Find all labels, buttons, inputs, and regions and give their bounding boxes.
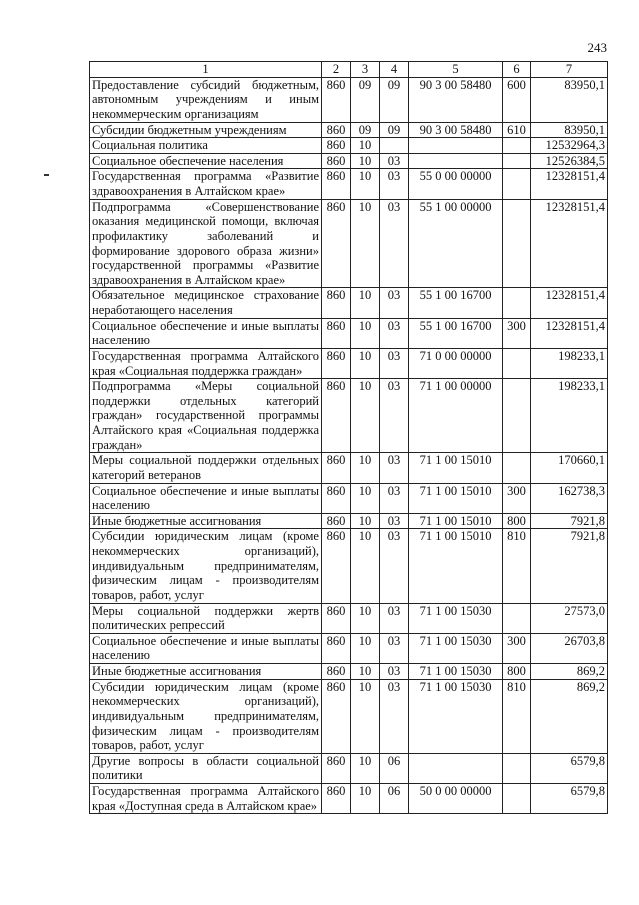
- subsection-code: 06: [380, 784, 409, 814]
- section-code: 10: [351, 753, 380, 783]
- target-article-code: 55 1 00 16700: [409, 288, 503, 318]
- expense-type-code: [503, 348, 531, 378]
- subsection-code: 03: [380, 379, 409, 453]
- target-article-code: [409, 753, 503, 783]
- row-description: Социальное обеспечение и иные выплаты населению: [90, 633, 322, 663]
- column-header: 5: [409, 62, 503, 78]
- subsection-code: 03: [380, 169, 409, 199]
- table-row: [90, 679, 608, 753]
- ministry-code: 860: [322, 603, 351, 633]
- target-article-code: 71 1 00 15010: [409, 529, 503, 603]
- target-article-code: 50 0 00 00000: [409, 784, 503, 814]
- subsection-code: 03: [380, 664, 409, 680]
- expense-type-code: 300: [503, 318, 531, 348]
- amount: 869,2: [531, 664, 608, 680]
- subsection-code: 03: [380, 453, 409, 483]
- expense-type-code: [503, 784, 531, 814]
- section-code: 10: [351, 199, 380, 288]
- section-code: 10: [351, 169, 380, 199]
- column-header: 2: [322, 62, 351, 78]
- amount: 198233,1: [531, 348, 608, 378]
- subsection-code: 09: [380, 122, 409, 138]
- expense-type-code: 300: [503, 633, 531, 663]
- row-description: Подпрограмма «Совершенствование оказания медицинской помощи, включая профилактику заболеваний и формирование здорового образа жизни» государственной программы «Развитие здравоохранения в Алтайском крае»: [90, 199, 322, 288]
- table-row: [90, 169, 608, 199]
- ministry-code: 860: [322, 77, 351, 122]
- row-description: Субсидии юридическим лицам (кроме некоммерческих организаций), индивидуальным предпринимателям, физическим лицам - производителям товаров, работ, услуг: [90, 679, 322, 753]
- table-row: [90, 483, 608, 513]
- row-description: Социальное обеспечение населения: [90, 153, 322, 169]
- target-article-code: 71 1 00 15010: [409, 513, 503, 529]
- section-code: 10: [351, 664, 380, 680]
- amount: 12328151,4: [531, 199, 608, 288]
- amount: 12328151,4: [531, 288, 608, 318]
- section-code: 10: [351, 784, 380, 814]
- row-description: Иные бюджетные ассигнования: [90, 513, 322, 529]
- table-row: [90, 633, 608, 663]
- section-code: 10: [351, 679, 380, 753]
- amount: 83950,1: [531, 122, 608, 138]
- section-code: 10: [351, 603, 380, 633]
- table-row: [90, 513, 608, 529]
- row-description: Субсидии юридическим лицам (кроме некоммерческих организаций), индивидуальным предпринимателям, физическим лицам - производителям товаров, работ, услуг: [90, 529, 322, 603]
- column-header: 6: [503, 62, 531, 78]
- target-article-code: 71 0 00 00000: [409, 348, 503, 378]
- target-article-code: 71 1 00 15030: [409, 603, 503, 633]
- expense-type-code: [503, 603, 531, 633]
- scan-mark: [44, 174, 49, 176]
- row-description: Социальное обеспечение и иные выплаты населению: [90, 483, 322, 513]
- subsection-code: 03: [380, 633, 409, 663]
- target-article-code: 90 3 00 58480: [409, 77, 503, 122]
- ministry-code: 860: [322, 138, 351, 154]
- ministry-code: 860: [322, 753, 351, 783]
- target-article-code: 71 1 00 15010: [409, 453, 503, 483]
- table-row: [90, 784, 608, 814]
- table-row: [90, 664, 608, 680]
- subsection-code: 03: [380, 679, 409, 753]
- row-description: Государственная программа «Развитие здравоохранения в Алтайском крае»: [90, 169, 322, 199]
- section-code: 10: [351, 288, 380, 318]
- amount: 7921,8: [531, 513, 608, 529]
- row-description: Субсидии бюджетным учреждениям: [90, 122, 322, 138]
- ministry-code: 860: [322, 529, 351, 603]
- amount: 26703,8: [531, 633, 608, 663]
- target-article-code: [409, 138, 503, 154]
- table-row: [90, 379, 608, 453]
- amount: 12532964,3: [531, 138, 608, 154]
- table-row: [90, 318, 608, 348]
- row-description: Социальная политика: [90, 138, 322, 154]
- ministry-code: 860: [322, 348, 351, 378]
- section-code: 10: [351, 318, 380, 348]
- table-row: [90, 138, 608, 154]
- amount: 162738,3: [531, 483, 608, 513]
- amount: 27573,0: [531, 603, 608, 633]
- subsection-code: 03: [380, 603, 409, 633]
- ministry-code: 860: [322, 379, 351, 453]
- target-article-code: 55 1 00 16700: [409, 318, 503, 348]
- row-description: Государственная программа Алтайского края «Социальная поддержка граждан»: [90, 348, 322, 378]
- table-row: [90, 288, 608, 318]
- subsection-code: 03: [380, 318, 409, 348]
- table-row: [90, 153, 608, 169]
- table-row: [90, 77, 608, 122]
- subsection-code: [380, 138, 409, 154]
- expense-type-code: 800: [503, 513, 531, 529]
- section-code: 10: [351, 513, 380, 529]
- subsection-code: 03: [380, 483, 409, 513]
- amount: 12328151,4: [531, 318, 608, 348]
- expense-type-code: [503, 199, 531, 288]
- row-description: Иные бюджетные ассигнования: [90, 664, 322, 680]
- row-description: Социальное обеспечение и иные выплаты населению: [90, 318, 322, 348]
- target-article-code: 71 1 00 00000: [409, 379, 503, 453]
- ministry-code: 860: [322, 153, 351, 169]
- subsection-code: 03: [380, 288, 409, 318]
- ministry-code: 860: [322, 318, 351, 348]
- ministry-code: 860: [322, 664, 351, 680]
- ministry-code: 860: [322, 288, 351, 318]
- section-code: 10: [351, 529, 380, 603]
- section-code: 10: [351, 153, 380, 169]
- budget-table: [89, 61, 608, 814]
- table-row: [90, 348, 608, 378]
- column-header: 1: [90, 62, 322, 78]
- target-article-code: 71 1 00 15030: [409, 679, 503, 753]
- ministry-code: 860: [322, 633, 351, 663]
- section-code: 09: [351, 122, 380, 138]
- expense-type-code: [503, 169, 531, 199]
- table-row: [90, 529, 608, 603]
- subsection-code: 03: [380, 348, 409, 378]
- table-row: [90, 753, 608, 783]
- row-description: Меры социальной поддержки жертв политических репрессий: [90, 603, 322, 633]
- amount: 198233,1: [531, 379, 608, 453]
- subsection-code: 03: [380, 513, 409, 529]
- column-header: 7: [531, 62, 608, 78]
- subsection-code: 03: [380, 529, 409, 603]
- amount: 869,2: [531, 679, 608, 753]
- section-code: 10: [351, 483, 380, 513]
- row-description: Обязательное медицинское страхование неработающего населения: [90, 288, 322, 318]
- expense-type-code: [503, 153, 531, 169]
- target-article-code: 71 1 00 15030: [409, 633, 503, 663]
- subsection-code: 03: [380, 199, 409, 288]
- target-article-code: 90 3 00 58480: [409, 122, 503, 138]
- column-header: 3: [351, 62, 380, 78]
- section-code: 10: [351, 348, 380, 378]
- amount: 12526384,5: [531, 153, 608, 169]
- page-number: 243: [587, 40, 607, 55]
- header-row: [90, 62, 608, 78]
- expense-type-code: [503, 453, 531, 483]
- ministry-code: 860: [322, 513, 351, 529]
- target-article-code: [409, 153, 503, 169]
- section-code: 10: [351, 633, 380, 663]
- amount: 12328151,4: [531, 169, 608, 199]
- row-description: Государственная программа Алтайского края «Доступная среда в Алтайском крае»: [90, 784, 322, 814]
- expense-type-code: 610: [503, 122, 531, 138]
- expense-type-code: 800: [503, 664, 531, 680]
- amount: 7921,8: [531, 529, 608, 603]
- target-article-code: 55 0 00 00000: [409, 169, 503, 199]
- row-description: Предоставление субсидий бюджетным, автономным учреждениям и иным некоммерческим организациям: [90, 77, 322, 122]
- section-code: 10: [351, 379, 380, 453]
- ministry-code: 860: [322, 679, 351, 753]
- target-article-code: 71 1 00 15010: [409, 483, 503, 513]
- amount: 6579,8: [531, 753, 608, 783]
- expense-type-code: 810: [503, 529, 531, 603]
- subsection-code: 09: [380, 77, 409, 122]
- table-row: [90, 453, 608, 483]
- row-description: Меры социальной поддержки отдельных категорий ветеранов: [90, 453, 322, 483]
- target-article-code: 55 1 00 00000: [409, 199, 503, 288]
- expense-type-code: 810: [503, 679, 531, 753]
- table-row: [90, 122, 608, 138]
- amount: 83950,1: [531, 77, 608, 122]
- row-description: Подпрограмма «Меры социальной поддержки отдельных категорий граждан» государственной программы Алтайского края «Социальная поддержка граждан»: [90, 379, 322, 453]
- amount: 170660,1: [531, 453, 608, 483]
- expense-type-code: [503, 753, 531, 783]
- ministry-code: 860: [322, 169, 351, 199]
- section-code: 10: [351, 453, 380, 483]
- ministry-code: 860: [322, 483, 351, 513]
- table-row: [90, 199, 608, 288]
- section-code: 10: [351, 138, 380, 154]
- section-code: 09: [351, 77, 380, 122]
- ministry-code: 860: [322, 453, 351, 483]
- subsection-code: 03: [380, 153, 409, 169]
- table-row: [90, 603, 608, 633]
- expense-type-code: 300: [503, 483, 531, 513]
- ministry-code: 860: [322, 199, 351, 288]
- ministry-code: 860: [322, 784, 351, 814]
- expense-type-code: 600: [503, 77, 531, 122]
- target-article-code: 71 1 00 15030: [409, 664, 503, 680]
- expense-type-code: [503, 138, 531, 154]
- ministry-code: 860: [322, 122, 351, 138]
- amount: 6579,8: [531, 784, 608, 814]
- expense-type-code: [503, 288, 531, 318]
- row-description: Другие вопросы в области социальной политики: [90, 753, 322, 783]
- subsection-code: 06: [380, 753, 409, 783]
- expense-type-code: [503, 379, 531, 453]
- column-header: 4: [380, 62, 409, 78]
